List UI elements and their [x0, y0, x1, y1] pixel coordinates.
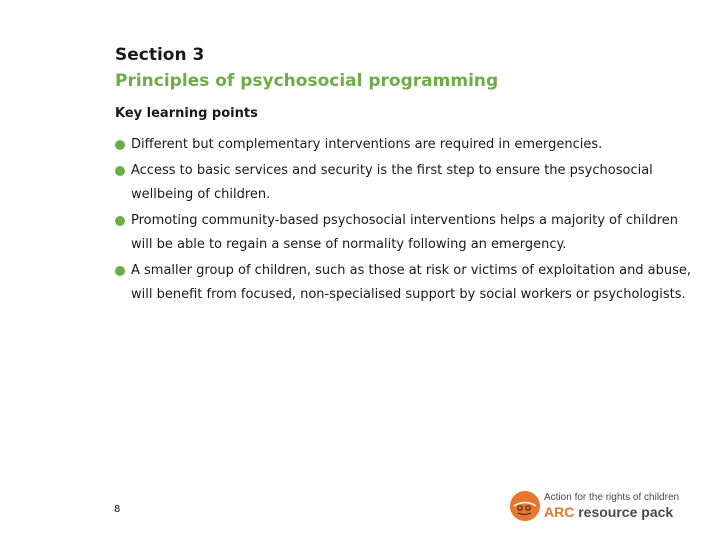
arc-logo [509, 490, 709, 526]
list-item [115, 159, 695, 208]
green-dot-bullet-icon [115, 216, 125, 226]
section-title: Section 3 [115, 45, 205, 65]
green-dot-bullet-icon [115, 166, 125, 176]
list-item [115, 133, 695, 158]
arc-logo-icon [509, 490, 541, 522]
logo-name [544, 504, 673, 520]
key-learning-heading: Key learning points [115, 106, 258, 121]
list-item-text: A smaller group of children, such as those at risk or victims of exploitation and abuse, will benefit from focused, non-specialised support by social workers or psychologists. [131, 262, 692, 302]
page-number: 8 [114, 504, 121, 515]
section-subtitle: Principles of psychosocial programming [115, 71, 499, 91]
list-item-text: Access to basic services and security is the first step to ensure the psychosocial wellbeing of children. [131, 162, 653, 202]
logo-name-prefix: ARC [544, 504, 575, 520]
list-item-text: Different but complementary interventions are required in emergencies. [131, 137, 603, 152]
green-dot-bullet-icon [115, 140, 125, 150]
logo-tagline: Action for the rights of children [544, 492, 680, 503]
list-item [115, 209, 695, 258]
key-learning-list [115, 133, 695, 309]
green-dot-bullet-icon [115, 266, 125, 276]
list-item-text: Promoting community-based psychosocial interventions helps a majority of children will be able to regain a sense of normality following an emergency. [131, 212, 679, 252]
list-item [115, 259, 695, 308]
logo-name-suffix: resource pack [574, 504, 674, 520]
